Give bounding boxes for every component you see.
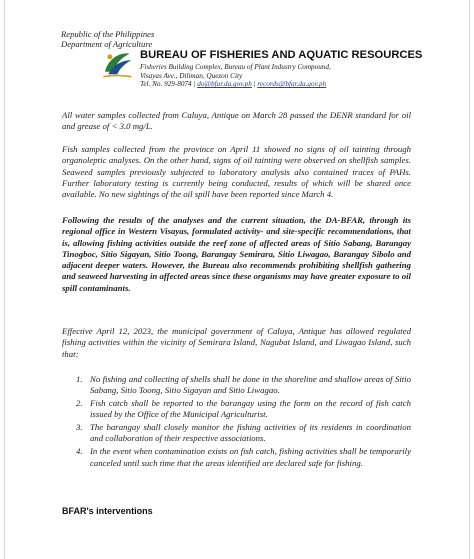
list-item-number: 4.	[76, 446, 83, 457]
list-item-number: 1.	[76, 374, 83, 384]
bureau-name: BUREAU OF FISHERIES AND AQUATIC RESOURCES	[140, 49, 423, 61]
list-item	[62, 422, 411, 445]
telephone-number: Tel. No. 929-8074 |	[140, 80, 198, 89]
bureau-address	[140, 63, 331, 89]
email-link-records[interactable]: records@bfar.da.gov.ph	[257, 80, 327, 89]
section-heading-interventions: BFAR's interventions	[62, 506, 153, 516]
email-link-do[interactable]: do@bfar.da.gov.ph	[197, 80, 252, 89]
paragraph-water-samples: All water samples collected from Caluya, Antique on March 28 passed the DENR standard for oil and grease of < 3.0 mg/L.	[62, 110, 411, 132]
letterhead-government	[61, 29, 154, 49]
paragraph-recommendations: Following the results of the analyses and the current situation, the DA-BFAR, through its regional office in Western Visayas, formulated activity- and site-specific recommendations, that is, allowing fishing activities outside the reef zone of affected areas of Sitio Sabang, Barangay Tinogboc, Sitio Sigayan, Sitio Toong, Barangay Semirara, Sitio Liwagao, Barangay Sibolo and adjacent deeper waters. However, the Bureau also recommends prohibiting shellfish gathering and seaweed harvesting in affected areas since these organisms may have greater exposure to oil spill contaminants.	[62, 215, 411, 293]
list-item-number: 2.	[76, 398, 83, 409]
fishing-regulations-list	[62, 374, 411, 470]
list-item-text: Fish catch shall be reported to the barangay using the form on the record of fish catch issued by the Office of the Municipal Agriculturist.	[90, 398, 411, 420]
list-item	[62, 398, 411, 421]
address-line-2: Visayas Ave., Diliman, Quezon City	[140, 71, 243, 80]
paragraph-fish-samples: Fish samples collected from the province on April 11 showed no signs of oil tainting through organoleptic analyses. On the other hand, signs of oil tainting were observed on shellfish samples. Seaweed samples previously subjected to laboratory analysis also contained traces of PAHs. Further laboratory testing is currently being conducted, results of which will be shared once available. No new sightings of the oil spill have been reported since March 4.	[62, 144, 411, 200]
list-item-number: 3.	[76, 422, 83, 433]
department-line: Department of Agriculture	[61, 39, 153, 49]
list-item-text: No fishing and collecting of shells shall be done in the shoreline and shallow areas of Sitio Sabang, Sitio Toong, Sitio Sigayan and Sitio Liwagao.	[90, 374, 411, 396]
contact-line	[140, 80, 331, 89]
bfar-seal-icon	[100, 47, 133, 80]
list-item-text: In the event when contamination exists on fish catch, fishing activities shall be temporarily canceled until such time that the areas identified are declared safe for fishing.	[90, 446, 411, 468]
list-item	[62, 374, 411, 397]
list-item-text: The barangay shall closely monitor the fishing activities of its residents in coordination and collaboration of their respective associations.	[90, 422, 411, 444]
republic-line: Republic of the Philippines	[61, 29, 155, 39]
list-item	[62, 446, 411, 469]
paragraph-effective-date: Effective April 12, 2023, the municipal government of Caluya, Antique has allowed regulated fishing activities within the vicinity of Semirara Island, Nagubat Island, and Liwagao Island, such that:	[62, 326, 411, 359]
contact-separator: |	[251, 80, 258, 89]
address-line-1: Fisheries Building Complex, Bureau of Plant Industry Compound,	[140, 63, 331, 71]
